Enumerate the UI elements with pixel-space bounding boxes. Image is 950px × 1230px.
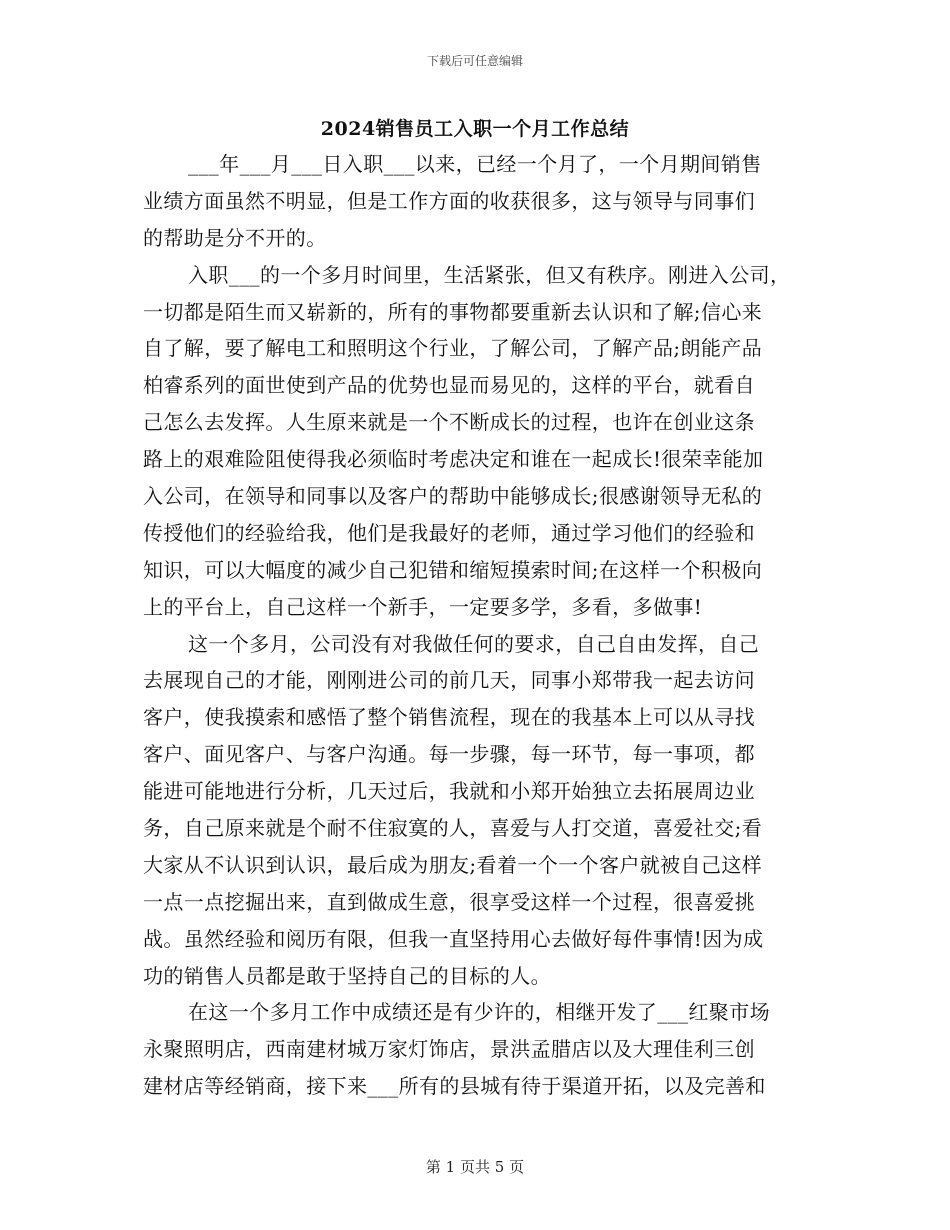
body-line: 务，自己原来就是个耐不住寂寞的人，喜爱与人打交道，喜爱社交;看 [143, 816, 763, 841]
body-line: ___年___月___日入职___以来，已经一个月了，一个月期间销售 [188, 152, 762, 176]
body-line: 能进可能地进行分析，几天过后，我就和小郑开始独立去拓展周边业 [143, 779, 755, 804]
body-line: 业绩方面虽然不明显，但是工作方面的收获很多，这与领导与同事们 [143, 188, 755, 213]
document-body [143, 146, 811, 1105]
body-line: 入公司，在领导和同事以及客户的帮助中能够成长;很感谢领导无私的 [143, 484, 763, 509]
body-line: 柏睿系列的面世使到产品的优势也显而易见的，这样的平台，就看自 [143, 373, 755, 398]
body-line: 在这一个多月工作中成绩还是有少许的，相继开发了___红聚市场 [188, 1000, 770, 1025]
body-line: 大家从不认识到认识，最后成为朋友;看着一个一个客户就被自己这样 [143, 852, 763, 877]
body-line: 的帮助是分不开的。 [143, 225, 327, 250]
document-title: 2024销售员工入职一个月工作总结 [320, 118, 630, 140]
body-line: 去展现自己的才能，刚刚进公司的前几天，同事小郑带我一起去访问 [143, 668, 755, 693]
body-line: 一切都是陌生而又崭新的，所有的事物都要重新去认识和了解;信心来 [143, 299, 763, 324]
body-line: 知识，可以大幅度的减少自己犯错和缩短摸索时间;在这样一个积极向 [143, 557, 763, 582]
page-number: 第 1 页共 5 页 [425, 1158, 525, 1176]
body-line: 上的平台上，自己这样一个新手，一定要多学，多看，多做事! [143, 594, 703, 619]
body-line: 客户，使我摸索和感悟了整个销售流程，现在的我基本上可以从寻找 [143, 705, 755, 730]
body-line: 功的销售人员都是敢于坚持自己的目标的人。 [143, 963, 551, 988]
body-line: 这一个多月，公司没有对我做任何的要求，自己自由发挥，自己 [188, 631, 760, 656]
body-line: 自了解，要了解电工和照明这个行业，了解公司，了解产品;朗能产品 [143, 336, 763, 361]
body-line: 路上的艰难险阻使得我必须临时考虑决定和谁在一起成长!很荣幸能加 [143, 447, 764, 472]
download-note: 下载后可任意编辑 [426, 54, 523, 68]
body-line: 入职___的一个多月时间里，生活紧张，但又有秩序。刚进入公司， [188, 262, 791, 287]
body-line: 战。虽然经验和阅历有限，但我一直坚持用心去做好每件事情!因为成 [143, 926, 764, 951]
body-line: 永聚照明店，西南建材城万家灯饰店，景洪孟腊店以及大理佳利三创 [143, 1037, 755, 1062]
body-line: 一点一点挖掘出来，直到做成生意，很享受这样一个过程，很喜爱挑 [143, 889, 755, 914]
body-line: 传授他们的经验给我，他们是我最好的老师，通过学习他们的经验和 [143, 520, 755, 545]
body-line: 客户、面见客户、与客户沟通。每一步骤，每一环节，每一事项，都 [143, 742, 755, 767]
body-line: 己怎么去发挥。人生原来就是一个不断成长的过程，也许在创业这条 [143, 410, 755, 435]
body-line: 建材店等经销商，接下来___所有的县城有待于渠道开拓，以及完善和 [143, 1074, 766, 1099]
